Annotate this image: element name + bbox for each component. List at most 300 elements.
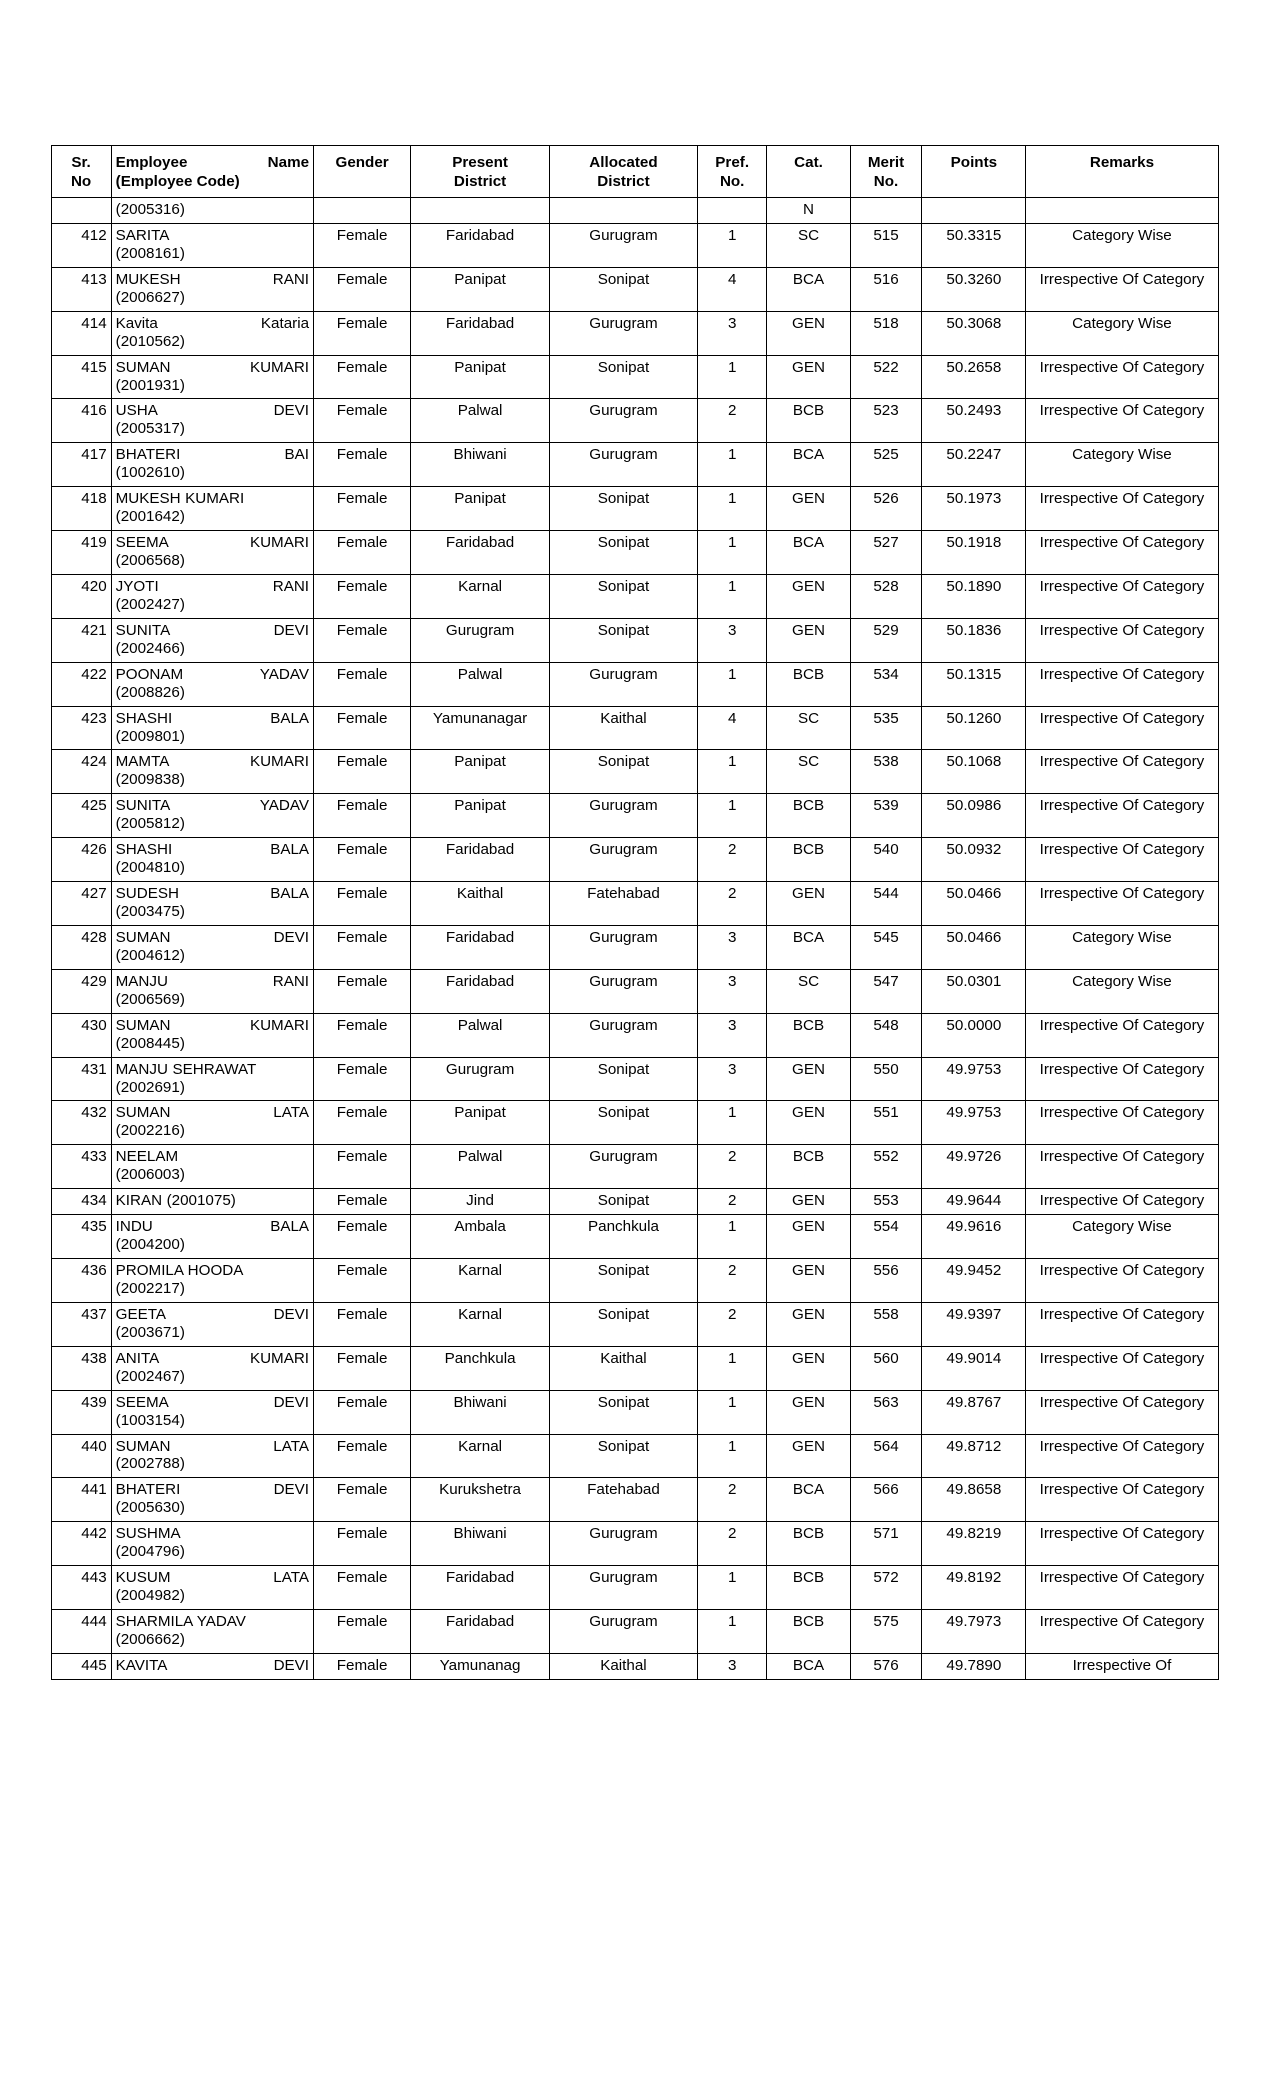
cell-allocated-district: Sonipat bbox=[549, 267, 697, 311]
cell-points: 49.9753 bbox=[922, 1101, 1026, 1145]
cell-pref-no: 2 bbox=[697, 1145, 766, 1189]
employee-name-text: SEEMA DEVI bbox=[115, 1393, 310, 1411]
cell-merit-no: 518 bbox=[850, 311, 922, 355]
cell-sr-no: 445 bbox=[51, 1653, 111, 1679]
cell-allocated-district: Sonipat bbox=[549, 1057, 697, 1101]
cell-gender: Female bbox=[314, 487, 411, 531]
cell-pref-no: 4 bbox=[697, 267, 766, 311]
cell-category: BCB bbox=[767, 1013, 850, 1057]
table-row bbox=[51, 1215, 1218, 1259]
cell-allocated-district: Kaithal bbox=[549, 706, 697, 750]
cell-present-district: Kaithal bbox=[411, 882, 550, 926]
cell-category: GEN bbox=[767, 1346, 850, 1390]
table-row bbox=[51, 750, 1218, 794]
cell-pref-no: 1 bbox=[697, 223, 766, 267]
cell-points: 49.8712 bbox=[922, 1434, 1026, 1478]
table-row bbox=[51, 925, 1218, 969]
cell-present-district: Bhiwani bbox=[411, 443, 550, 487]
cell-sr-no: 433 bbox=[51, 1145, 111, 1189]
cell-points: 50.1315 bbox=[922, 662, 1026, 706]
cell-merit-no: 529 bbox=[850, 618, 922, 662]
cell-remarks: Category Wise bbox=[1026, 443, 1218, 487]
cell-pref-no: 1 bbox=[697, 750, 766, 794]
allocation-table-container bbox=[49, 145, 1227, 1680]
cell-allocated-district: Sonipat bbox=[549, 1101, 697, 1145]
cell-remarks: Irrespective Of Category bbox=[1026, 706, 1218, 750]
cell-allocated-district: Sonipat bbox=[549, 574, 697, 618]
employee-code-text: (1002610) bbox=[115, 464, 185, 482]
cell-pref-no bbox=[697, 198, 766, 224]
table-header bbox=[51, 146, 1218, 198]
cell-allocated-district: Sonipat bbox=[549, 487, 697, 531]
cell-merit-no: 553 bbox=[850, 1189, 922, 1215]
employee-name-text: KUSUM LATA bbox=[115, 1569, 310, 1587]
cell-sr-no: 444 bbox=[51, 1610, 111, 1654]
cell-present-district: Gurugram bbox=[411, 1057, 550, 1101]
cell-present-district: Panipat bbox=[411, 355, 550, 399]
cell-pref-no: 3 bbox=[697, 1653, 766, 1679]
cell-points bbox=[922, 198, 1026, 224]
cell-allocated-district: Gurugram bbox=[549, 969, 697, 1013]
table-row bbox=[51, 1189, 1218, 1215]
cell-remarks: Irrespective Of Category bbox=[1026, 487, 1218, 531]
cell-points: 49.7973 bbox=[922, 1610, 1026, 1654]
table-row bbox=[51, 399, 1218, 443]
table-row bbox=[51, 1478, 1218, 1522]
employee-name-text: KAVITA DEVI bbox=[115, 1656, 310, 1674]
table-row bbox=[51, 662, 1218, 706]
employee-name-text: SUDESH BALA bbox=[115, 885, 310, 903]
cell-category: BCA bbox=[767, 443, 850, 487]
cell-remarks: Irrespective Of Category bbox=[1026, 1145, 1218, 1189]
employee-name-text: SUMAN DEVI bbox=[115, 928, 310, 946]
cell-employee-name bbox=[111, 1013, 313, 1057]
employee-name-text: SHASHI BALA bbox=[115, 841, 310, 859]
allocated-district-line2: District bbox=[597, 173, 650, 190]
cell-merit-no: 526 bbox=[850, 487, 922, 531]
allocated-district-line1: Allocated bbox=[589, 154, 658, 171]
cell-employee-name bbox=[111, 223, 313, 267]
cell-allocated-district: Gurugram bbox=[549, 399, 697, 443]
cell-category: BCB bbox=[767, 1610, 850, 1654]
cell-employee-name bbox=[111, 355, 313, 399]
employee-code-text: (2004612) bbox=[115, 946, 185, 964]
cell-sr-no: 416 bbox=[51, 399, 111, 443]
table-row bbox=[51, 198, 1218, 224]
cell-employee-name bbox=[111, 443, 313, 487]
cell-present-district: Faridabad bbox=[411, 925, 550, 969]
employee-code-text: (2005812) bbox=[115, 815, 185, 833]
column-header-gender: Gender bbox=[314, 146, 411, 198]
cell-remarks: Irrespective Of Category bbox=[1026, 838, 1218, 882]
cell-employee-name bbox=[111, 574, 313, 618]
cell-employee-name bbox=[111, 969, 313, 1013]
cell-present-district bbox=[411, 198, 550, 224]
cell-remarks: Irrespective Of Category bbox=[1026, 1189, 1218, 1215]
cell-category: BCB bbox=[767, 838, 850, 882]
cell-allocated-district: Fatehabad bbox=[549, 1478, 697, 1522]
cell-pref-no: 2 bbox=[697, 1478, 766, 1522]
employee-code-text: (1003154) bbox=[115, 1411, 185, 1429]
cell-pref-no: 3 bbox=[697, 969, 766, 1013]
employee-code-text: (2002691) bbox=[115, 1078, 185, 1096]
cell-merit-no: 563 bbox=[850, 1390, 922, 1434]
cell-gender: Female bbox=[314, 574, 411, 618]
cell-category: BCB bbox=[767, 794, 850, 838]
cell-category: GEN bbox=[767, 355, 850, 399]
cell-remarks bbox=[1026, 198, 1218, 224]
cell-pref-no: 3 bbox=[697, 925, 766, 969]
cell-sr-no: 422 bbox=[51, 662, 111, 706]
table-row bbox=[51, 311, 1218, 355]
cell-category: N bbox=[767, 198, 850, 224]
cell-present-district: Faridabad bbox=[411, 223, 550, 267]
cell-sr-no: 438 bbox=[51, 1346, 111, 1390]
cell-sr-no: 442 bbox=[51, 1522, 111, 1566]
sr-no-line2: No bbox=[70, 173, 92, 190]
employee-name-text: GEETA DEVI bbox=[115, 1305, 310, 1323]
employee-code-text: (2005630) bbox=[115, 1499, 185, 1517]
cell-sr-no: 414 bbox=[51, 311, 111, 355]
cell-sr-no: 425 bbox=[51, 794, 111, 838]
cell-remarks: Category Wise bbox=[1026, 1215, 1218, 1259]
employee-code-text: (2002216) bbox=[115, 1122, 185, 1140]
cell-present-district: Jind bbox=[411, 1189, 550, 1215]
cell-points: 49.9644 bbox=[922, 1189, 1026, 1215]
cell-allocated-district: Sonipat bbox=[549, 1259, 697, 1303]
cell-category: GEN bbox=[767, 1057, 850, 1101]
cell-category: BCA bbox=[767, 267, 850, 311]
cell-points: 50.3068 bbox=[922, 311, 1026, 355]
cell-category: BCA bbox=[767, 531, 850, 575]
cell-pref-no: 1 bbox=[697, 1101, 766, 1145]
cell-remarks: Irrespective Of bbox=[1026, 1653, 1218, 1679]
cell-gender: Female bbox=[314, 750, 411, 794]
cell-gender: Female bbox=[314, 1478, 411, 1522]
employee-name-text: ANITA KUMARI bbox=[115, 1349, 310, 1367]
cell-employee-name bbox=[111, 1610, 313, 1654]
employee-code-text: (2006568) bbox=[115, 552, 185, 569]
cell-present-district: Yamunanag bbox=[411, 1653, 550, 1679]
employee-name-text: MANJU SEHRAWAT bbox=[115, 1060, 257, 1078]
cell-gender: Female bbox=[314, 1057, 411, 1101]
cell-gender: Female bbox=[314, 531, 411, 575]
cell-merit-no: 525 bbox=[850, 443, 922, 487]
employee-code-text: (2004200) bbox=[115, 1236, 185, 1254]
cell-employee-name bbox=[111, 1189, 313, 1215]
cell-gender: Female bbox=[314, 794, 411, 838]
cell-allocated-district: Sonipat bbox=[549, 1302, 697, 1346]
cell-employee-name bbox=[111, 1478, 313, 1522]
cell-merit-no: 534 bbox=[850, 662, 922, 706]
cell-category: BCA bbox=[767, 1478, 850, 1522]
cell-pref-no: 2 bbox=[697, 399, 766, 443]
cell-category: SC bbox=[767, 750, 850, 794]
cell-present-district: Ambala bbox=[411, 1215, 550, 1259]
table-header-row bbox=[51, 146, 1218, 198]
cell-remarks: Irrespective Of Category bbox=[1026, 618, 1218, 662]
table-row bbox=[51, 574, 1218, 618]
cell-points: 50.0986 bbox=[922, 794, 1026, 838]
table-row bbox=[51, 1101, 1218, 1145]
cell-points: 49.9014 bbox=[922, 1346, 1026, 1390]
cell-sr-no: 430 bbox=[51, 1013, 111, 1057]
cell-employee-name bbox=[111, 1434, 313, 1478]
cell-merit-no: 571 bbox=[850, 1522, 922, 1566]
employee-name-text: USHA DEVI bbox=[115, 402, 310, 420]
employee-code-text: (2006569) bbox=[115, 990, 185, 1008]
employee-code-text: (2009801) bbox=[115, 727, 185, 745]
cell-sr-no: 428 bbox=[51, 925, 111, 969]
column-header-merit-no bbox=[850, 146, 922, 198]
cell-merit-no: 564 bbox=[850, 1434, 922, 1478]
cell-allocated-district: Gurugram bbox=[549, 1145, 697, 1189]
cell-allocated-district: Gurugram bbox=[549, 1566, 697, 1610]
cell-remarks: Irrespective Of Category bbox=[1026, 1522, 1218, 1566]
cell-gender: Female bbox=[314, 399, 411, 443]
table-row bbox=[51, 1145, 1218, 1189]
cell-pref-no: 1 bbox=[697, 531, 766, 575]
cell-remarks: Category Wise bbox=[1026, 311, 1218, 355]
pref-no-line1: Pref. bbox=[715, 154, 750, 171]
cell-category: GEN bbox=[767, 882, 850, 926]
cell-merit-no: 544 bbox=[850, 882, 922, 926]
table-row bbox=[51, 443, 1218, 487]
cell-merit-no: 558 bbox=[850, 1302, 922, 1346]
cell-points: 50.0466 bbox=[922, 882, 1026, 926]
employee-name-text: MUKESH RANI bbox=[115, 270, 310, 288]
employee-name-text: SUMAN LATA bbox=[115, 1437, 310, 1455]
cell-gender: Female bbox=[314, 838, 411, 882]
employee-code-text: (2001931) bbox=[115, 376, 185, 394]
cell-allocated-district: Sonipat bbox=[549, 531, 697, 575]
employee-code-text: (2010562) bbox=[115, 332, 185, 350]
employee-name-text: SEEMA KUMARI bbox=[115, 534, 310, 552]
cell-merit-no: 576 bbox=[850, 1653, 922, 1679]
cell-employee-name bbox=[111, 267, 313, 311]
employee-name-text: MANJU RANI bbox=[115, 972, 310, 990]
pref-no-line2: No. bbox=[719, 173, 745, 190]
employee-code-text: (2008161) bbox=[115, 244, 185, 262]
cell-gender: Female bbox=[314, 311, 411, 355]
cell-gender: Female bbox=[314, 1346, 411, 1390]
cell-allocated-district: Kaithal bbox=[549, 1653, 697, 1679]
cell-pref-no: 1 bbox=[697, 1390, 766, 1434]
cell-allocated-district: Gurugram bbox=[549, 925, 697, 969]
cell-remarks: Irrespective Of Category bbox=[1026, 1566, 1218, 1610]
cell-points: 49.7890 bbox=[922, 1653, 1026, 1679]
employee-name-text: SUMAN KUMARI bbox=[115, 1016, 310, 1034]
column-header-pref-no bbox=[697, 146, 766, 198]
table-row bbox=[51, 1653, 1218, 1679]
employee-code-text: (2006627) bbox=[115, 288, 185, 306]
employee-code-text: (2009838) bbox=[115, 771, 185, 789]
cell-present-district: Faridabad bbox=[411, 1610, 550, 1654]
cell-allocated-district: Sonipat bbox=[549, 1434, 697, 1478]
cell-category: SC bbox=[767, 223, 850, 267]
employee-code-text: (2008445) bbox=[115, 1034, 185, 1052]
cell-category: BCA bbox=[767, 1653, 850, 1679]
cell-merit-no: 540 bbox=[850, 838, 922, 882]
cell-points: 50.1918 bbox=[922, 531, 1026, 575]
cell-gender bbox=[314, 198, 411, 224]
cell-remarks: Irrespective Of Category bbox=[1026, 574, 1218, 618]
cell-remarks: Irrespective Of Category bbox=[1026, 267, 1218, 311]
cell-pref-no: 3 bbox=[697, 311, 766, 355]
employee-name-text: KIRAN (2001075) bbox=[115, 1192, 236, 1210]
cell-remarks: Category Wise bbox=[1026, 969, 1218, 1013]
cell-category: GEN bbox=[767, 311, 850, 355]
cell-sr-no: 435 bbox=[51, 1215, 111, 1259]
table-row bbox=[51, 1302, 1218, 1346]
employee-name-text: Kavita Kataria bbox=[115, 314, 310, 332]
cell-pref-no: 1 bbox=[697, 355, 766, 399]
cell-remarks: Irrespective Of Category bbox=[1026, 399, 1218, 443]
table-row bbox=[51, 355, 1218, 399]
cell-gender: Female bbox=[314, 618, 411, 662]
cell-sr-no: 426 bbox=[51, 838, 111, 882]
cell-gender: Female bbox=[314, 1390, 411, 1434]
cell-pref-no: 1 bbox=[697, 1610, 766, 1654]
cell-present-district: Palwal bbox=[411, 1013, 550, 1057]
cell-allocated-district: Gurugram bbox=[549, 1013, 697, 1057]
cell-sr-no: 437 bbox=[51, 1302, 111, 1346]
cell-remarks: Irrespective Of Category bbox=[1026, 1346, 1218, 1390]
column-header-present-district bbox=[411, 146, 550, 198]
cell-allocated-district: Sonipat bbox=[549, 1390, 697, 1434]
cell-allocated-district: Gurugram bbox=[549, 662, 697, 706]
employee-name-text: MUKESH KUMARI bbox=[115, 490, 245, 508]
cell-present-district: Karnal bbox=[411, 1259, 550, 1303]
cell-present-district: Panipat bbox=[411, 794, 550, 838]
employee-name-text: SARITA bbox=[115, 226, 170, 244]
cell-category: BCB bbox=[767, 662, 850, 706]
employee-code-text: (2005317) bbox=[115, 420, 185, 438]
cell-merit-no: 515 bbox=[850, 223, 922, 267]
cell-pref-no: 1 bbox=[697, 794, 766, 838]
cell-employee-name bbox=[111, 706, 313, 750]
employee-name-text: MAMTA KUMARI bbox=[115, 753, 310, 771]
cell-present-district: Faridabad bbox=[411, 838, 550, 882]
cell-present-district: Faridabad bbox=[411, 969, 550, 1013]
table-row bbox=[51, 531, 1218, 575]
cell-category: BCB bbox=[767, 1566, 850, 1610]
column-header-points: Points bbox=[922, 146, 1026, 198]
cell-remarks: Irrespective Of Category bbox=[1026, 794, 1218, 838]
table-row bbox=[51, 1013, 1218, 1057]
cell-category: GEN bbox=[767, 618, 850, 662]
cell-remarks: Irrespective Of Category bbox=[1026, 355, 1218, 399]
cell-employee-name bbox=[111, 838, 313, 882]
cell-category: GEN bbox=[767, 1302, 850, 1346]
cell-employee-name bbox=[111, 1302, 313, 1346]
cell-points: 50.1890 bbox=[922, 574, 1026, 618]
cell-points: 49.9452 bbox=[922, 1259, 1026, 1303]
cell-pref-no: 2 bbox=[697, 1522, 766, 1566]
cell-points: 50.0301 bbox=[922, 969, 1026, 1013]
cell-gender: Female bbox=[314, 662, 411, 706]
cell-points: 50.2247 bbox=[922, 443, 1026, 487]
cell-present-district: Palwal bbox=[411, 399, 550, 443]
cell-gender: Female bbox=[314, 1101, 411, 1145]
cell-present-district: Bhiwani bbox=[411, 1390, 550, 1434]
table-row bbox=[51, 1566, 1218, 1610]
cell-merit-no: 538 bbox=[850, 750, 922, 794]
employee-name-text: SUMAN KUMARI bbox=[115, 358, 310, 376]
cell-remarks: Irrespective Of Category bbox=[1026, 1057, 1218, 1101]
cell-category: GEN bbox=[767, 1259, 850, 1303]
cell-allocated-district: Gurugram bbox=[549, 838, 697, 882]
cell-gender: Female bbox=[314, 1434, 411, 1478]
cell-merit-no: 528 bbox=[850, 574, 922, 618]
cell-gender: Female bbox=[314, 443, 411, 487]
table-row bbox=[51, 1610, 1218, 1654]
table-row bbox=[51, 223, 1218, 267]
cell-employee-name bbox=[111, 1522, 313, 1566]
cell-present-district: Karnal bbox=[411, 1302, 550, 1346]
cell-allocated-district: Gurugram bbox=[549, 443, 697, 487]
cell-present-district: Faridabad bbox=[411, 1566, 550, 1610]
cell-present-district: Palwal bbox=[411, 1145, 550, 1189]
cell-present-district: Karnal bbox=[411, 574, 550, 618]
cell-pref-no: 3 bbox=[697, 618, 766, 662]
cell-sr-no: 441 bbox=[51, 1478, 111, 1522]
cell-merit-no: 527 bbox=[850, 531, 922, 575]
cell-sr-no: 419 bbox=[51, 531, 111, 575]
cell-employee-name bbox=[111, 882, 313, 926]
cell-pref-no: 2 bbox=[697, 838, 766, 882]
cell-present-district: Gurugram bbox=[411, 618, 550, 662]
employee-name-text: SUSHMA bbox=[115, 1525, 181, 1543]
cell-points: 49.9616 bbox=[922, 1215, 1026, 1259]
cell-category: SC bbox=[767, 706, 850, 750]
cell-merit-no: 554 bbox=[850, 1215, 922, 1259]
cell-category: GEN bbox=[767, 1434, 850, 1478]
cell-points: 49.9753 bbox=[922, 1057, 1026, 1101]
cell-category: SC bbox=[767, 969, 850, 1013]
cell-allocated-district: Sonipat bbox=[549, 1189, 697, 1215]
sr-no-line1: Sr. bbox=[71, 154, 91, 171]
cell-present-district: Panipat bbox=[411, 1101, 550, 1145]
cell-employee-name bbox=[111, 399, 313, 443]
employee-name-text: JYOTI RANI bbox=[115, 577, 310, 595]
employee-name-text: BHATERI BAI bbox=[115, 446, 310, 464]
cell-sr-no: 418 bbox=[51, 487, 111, 531]
cell-present-district: Panipat bbox=[411, 487, 550, 531]
employee-code-text: (2003671) bbox=[115, 1323, 185, 1341]
employee-name-text: SUMAN LATA bbox=[115, 1104, 310, 1122]
cell-merit-no: 556 bbox=[850, 1259, 922, 1303]
cell-merit-no: 550 bbox=[850, 1057, 922, 1101]
cell-gender: Female bbox=[314, 882, 411, 926]
cell-sr-no: 436 bbox=[51, 1259, 111, 1303]
present-district-line1: Present bbox=[452, 154, 508, 171]
cell-category: GEN bbox=[767, 487, 850, 531]
employee-code-text: (2004796) bbox=[115, 1543, 185, 1561]
cell-remarks: Irrespective Of Category bbox=[1026, 1259, 1218, 1303]
cell-merit-no: 551 bbox=[850, 1101, 922, 1145]
cell-present-district: Panchkula bbox=[411, 1346, 550, 1390]
employee-code-text: (2004810) bbox=[115, 859, 185, 877]
cell-gender: Female bbox=[314, 1610, 411, 1654]
cell-employee-name bbox=[111, 1101, 313, 1145]
cell-gender: Female bbox=[314, 1215, 411, 1259]
cell-category: GEN bbox=[767, 1189, 850, 1215]
cell-gender: Female bbox=[314, 1302, 411, 1346]
cell-allocated-district: Sonipat bbox=[549, 618, 697, 662]
cell-pref-no: 4 bbox=[697, 706, 766, 750]
cell-merit-no: 552 bbox=[850, 1145, 922, 1189]
